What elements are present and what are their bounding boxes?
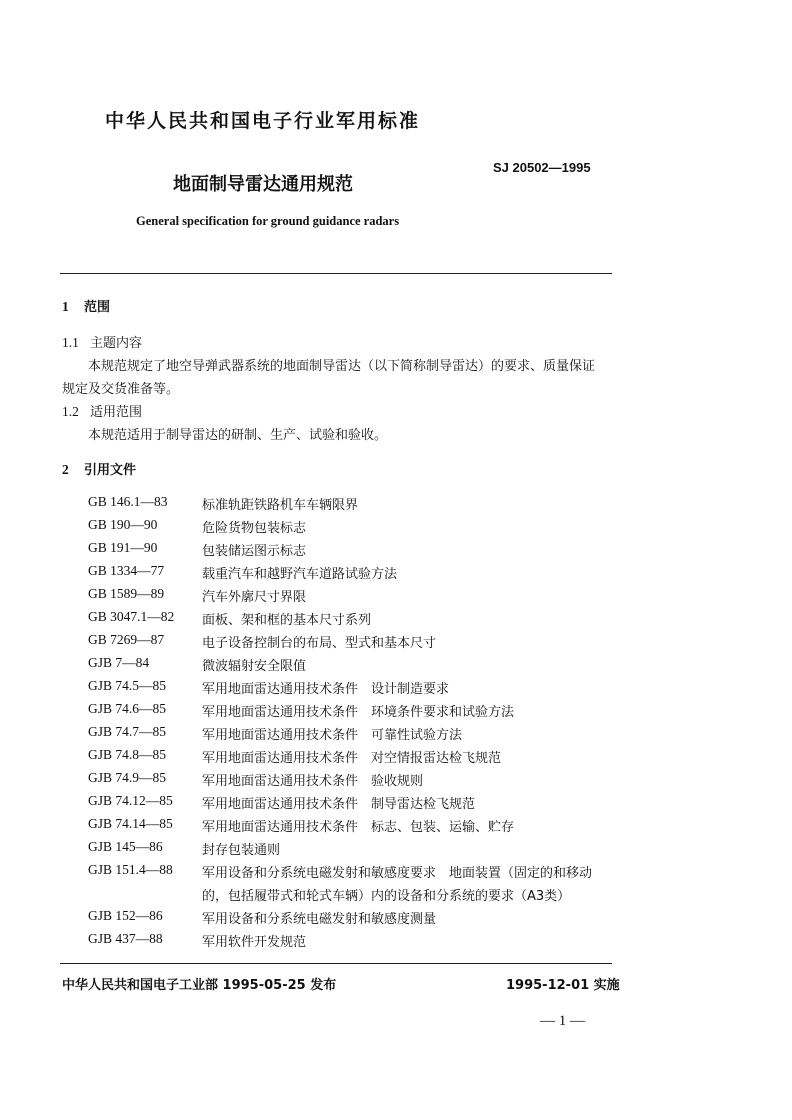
reference-title: 汽车外廓尺寸界限	[202, 590, 307, 605]
reference-title: 标准轨距铁路机车车辆限界	[202, 498, 359, 513]
reference-title: 包装储运图示标志	[202, 544, 307, 559]
page-number: — 1 —	[540, 1013, 585, 1029]
reference-code: GB 1334—77	[88, 563, 165, 578]
reference-title: 军用设备和分系统电磁发射和敏感度测量	[202, 912, 437, 927]
section-title: 范围	[84, 300, 111, 315]
reference-code: GJB 151.4—88	[88, 862, 173, 877]
section-number: 2	[62, 462, 69, 477]
reference-code: GJB 74.12—85	[88, 793, 173, 808]
reference-code: GB 1589—89	[88, 586, 165, 601]
reference-title: 军用软件开发规范	[202, 935, 307, 950]
reference-code: GJB 74.14—85	[88, 816, 173, 831]
reference-code: GB 146.1—83	[88, 494, 168, 509]
effective-date: 1995-12-01 实施	[506, 978, 620, 993]
reference-code: GJB 74.8—85	[88, 747, 167, 762]
document-title-cn: 地面制导雷达通用规范	[173, 174, 353, 195]
section-number: 1.1	[62, 335, 79, 350]
reference-code: GJB 152—86	[88, 908, 163, 923]
section-1-heading	[62, 296, 110, 315]
section-2-heading	[62, 459, 136, 478]
section-title: 适用范围	[90, 405, 143, 420]
reference-code: GJB 7—84	[88, 655, 150, 670]
issue-date: 中华人民共和国电子工业部 1995-05-25 发布	[62, 978, 337, 993]
reference-title: 军用地面雷达通用技术条件 制导雷达检飞规范	[202, 797, 476, 812]
section-title: 主题内容	[90, 336, 143, 351]
reference-title: 军用地面雷达通用技术条件 标志、包装、运输、贮存	[202, 820, 515, 835]
section-number: 1.2	[62, 404, 79, 419]
reference-code: GJB 437—88	[88, 931, 163, 946]
section-1-1-text-line-2: 规定及交货准备等。	[62, 382, 180, 397]
reference-title: 载重汽车和越野汽车道路试验方法	[202, 567, 398, 582]
reference-code: GJB 74.5—85	[88, 678, 167, 693]
reference-title: 电子设备控制台的布局、型式和基本尺寸	[202, 636, 437, 651]
section-1-1-heading	[62, 332, 142, 351]
section-number: 1	[62, 299, 69, 314]
section-title: 引用文件	[84, 463, 137, 478]
reference-code: GB 3047.1—82	[88, 609, 175, 624]
section-1-2-heading	[62, 401, 142, 420]
reference-title: 军用地面雷达通用技术条件 环境条件要求和试验方法	[202, 705, 515, 720]
standard-code: SJ 20502—1995	[493, 160, 591, 175]
reference-code: GJB 74.9—85	[88, 770, 167, 785]
section-1-2-text: 本规范适用于制导雷达的研制、生产、试验和验收。	[88, 428, 388, 443]
reference-code: GJB 74.6—85	[88, 701, 167, 716]
reference-title: 封存包装通则	[202, 843, 281, 858]
reference-title: 军用地面雷达通用技术条件 设计制造要求	[202, 682, 450, 697]
reference-code: GB 7269—87	[88, 632, 165, 647]
reference-code: GJB 74.7—85	[88, 724, 167, 739]
reference-code: GB 191—90	[88, 540, 158, 555]
reference-title: 面板、架和框的基本尺寸系列	[202, 613, 372, 628]
reference-title: 军用地面雷达通用技术条件 对空情报雷达检飞规范	[202, 751, 502, 766]
reference-title: 军用设备和分系统电磁发射和敏感度要求 地面装置（固定的和移动	[202, 866, 593, 881]
reference-code: GB 190—90	[88, 517, 158, 532]
footer-divider	[60, 963, 612, 964]
reference-title-continued: 的，包括履带式和轮式车辆）内的设备和分系统的要求（A3类）	[202, 889, 571, 904]
document-title-en: General specification for ground guidance radars	[136, 214, 400, 228]
standard-org-title: 中华人民共和国电子行业军用标准	[105, 110, 421, 132]
section-1-1-text-line-1: 本规范规定了地空导弹武器系统的地面制导雷达（以下简称制导雷达）的要求、质量保证	[88, 359, 596, 374]
title-divider	[60, 273, 612, 274]
reference-title: 军用地面雷达通用技术条件 验收规则	[202, 774, 424, 789]
reference-title: 军用地面雷达通用技术条件 可靠性试验方法	[202, 728, 463, 743]
reference-code: GJB 145—86	[88, 839, 163, 854]
reference-title: 危险货物包装标志	[202, 521, 307, 536]
reference-title: 微波辐射安全限值	[202, 659, 307, 674]
